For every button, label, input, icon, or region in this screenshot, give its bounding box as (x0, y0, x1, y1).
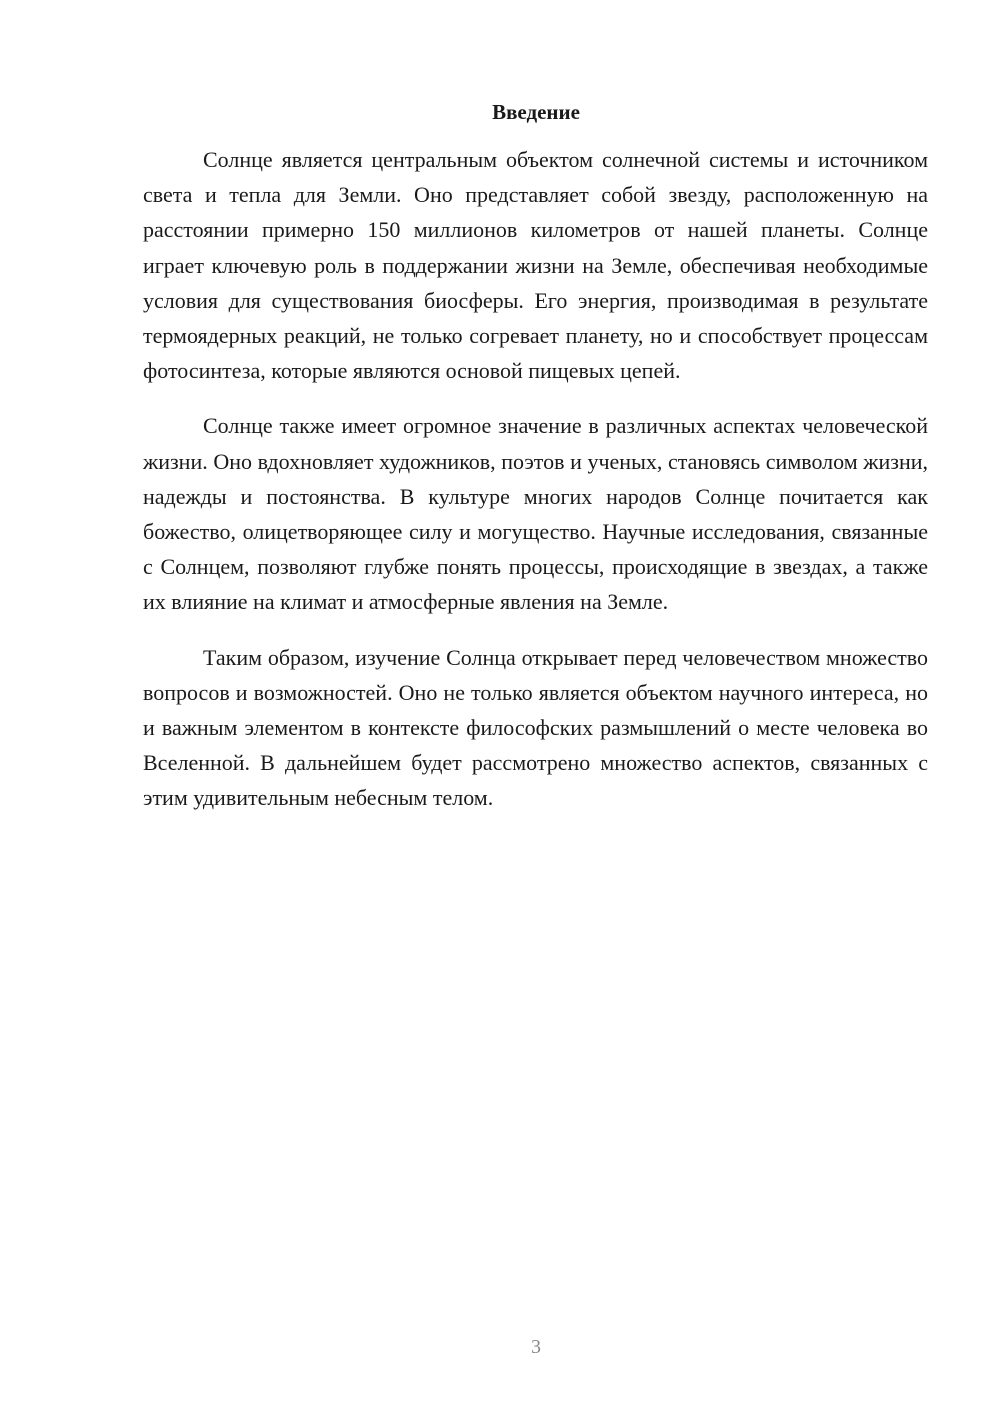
body-text (143, 142, 928, 836)
section-title: Введение (492, 100, 580, 124)
paragraph-2: Солнце также имеет огромное значение в различных аспектах человеческой жизни. Оно вдохновляет художников, поэтов и ученых, становясь символом жизни, надежды и постоянства. В культуре многих народов Солнце почитается как божество, олицетворяющее силу и могущество. Научные исследования, связанные с Солнцем, позволяют глубже понять процессы, происходящие в звездах, а также их влияние на климат и атмосферные явления на Земле. (143, 413, 928, 615)
paragraph-3: Таким образом, изучение Солнца открывает перед человечеством множество вопросов и возможностей. Оно не только является объектом научного интереса, но и важным элементом в контексте философских размышлений о месте человека во Вселенной. В дальнейшем будет рассмотрено множество аспектов, связанных с этим удивительным небесным телом. (143, 644, 928, 811)
paragraph-1: Солнце является центральным объектом солнечной системы и источником света и тепла для Земли. Оно представляет собой звезду, расположенную на расстоянии примерно 150 миллионов километров от нашей планеты. Солнце играет ключевую роль в поддержании жизни на Земле, обеспечивая необходимые условия для существования биосферы. Его энергия, производимая в результате термоядерных реакций, не только согревает планету, но и способствует процессам фотосинтеза, которые являются основой пищевых цепей. (143, 147, 928, 384)
page-number: 3 (531, 1336, 541, 1358)
